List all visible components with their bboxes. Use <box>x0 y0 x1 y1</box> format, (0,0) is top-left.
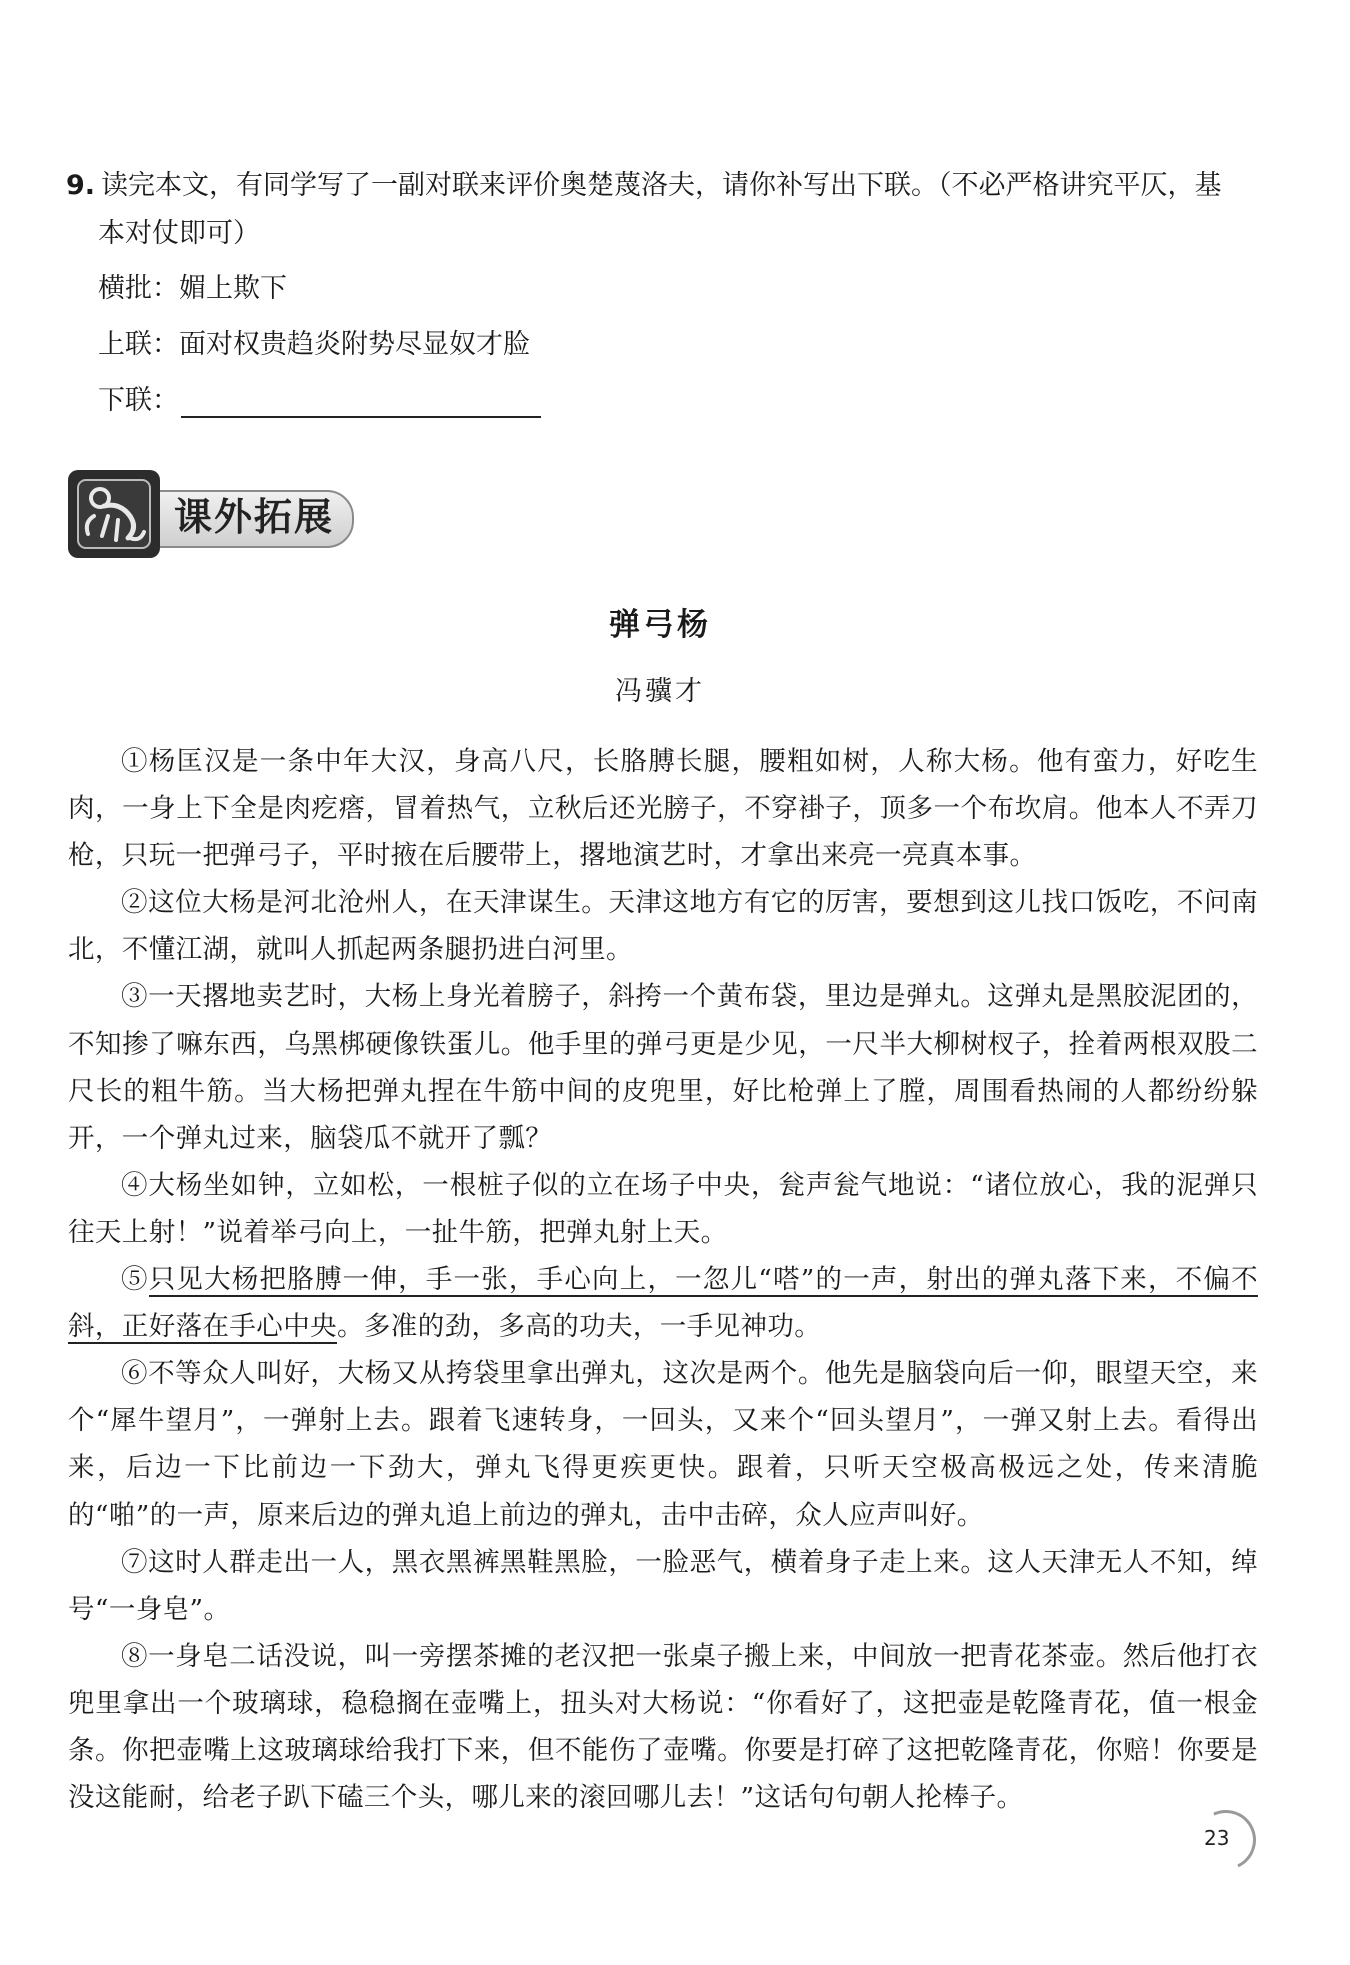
answer-blank[interactable] <box>181 386 541 418</box>
shanglian-line: 上联：面对权贵趋炎附势尽显奴才脸 <box>98 329 530 360</box>
article-body <box>68 738 1258 1821</box>
question-9 <box>66 162 1266 426</box>
paragraph-5 <box>68 1256 1258 1350</box>
paragraph-3: ③一天撂地卖艺时，大杨上身光着膀子，斜挎一个黄布袋，里边是弹丸。这弹丸是黑胶泥团的，不知掺了嘛东西，乌黑梆硬像铁蛋儿。他手里的弹弓更是少见，一尺半大柳树杈子，拴着两根双股二尺长的粗牛筋。当大杨把弹丸捏在牛筋中间的皮兜里，好比枪弹上了膛，周围看热闹的人都纷纷躲开，一个弹丸过来，脑袋瓜不就开了瓢？ <box>68 981 1258 1154</box>
page-number-badge <box>1196 1810 1256 1870</box>
article-author: 冯骥才 <box>615 676 705 707</box>
page-number: 23 <box>1204 1826 1230 1850</box>
underlined-sentence: 只见大杨把胳膊一伸，手一张，手心向上，一忽儿“嗒”的一声，射出的弹丸落下来，不偏不斜，正好落在手心中央 <box>68 1264 1258 1343</box>
paragraph-1: ①杨匡汉是一条中年大汉，身高八尺，长胳膊长腿，腰粗如树，人称大杨。他有蛮力，好吃生肉，一身上下全是肉疙瘩，冒着热气，立秋后还光膀子，不穿褂子，顶多一个布坎肩。他本人不弄刀枪，只玩一把弹弓子，平时掖在后腰带上，撂地演艺时，才拿出来亮一亮真本事。 <box>68 746 1258 872</box>
paragraph-4: ④大杨坐如钟，立如松，一根桩子似的立在场子中央，瓮声瓮气地说：“诸位放心，我的泥弹只往天上射！”说着举弓向上，一扯牛筋，把弹丸射上天。 <box>68 1169 1258 1248</box>
article-title: 弹弓杨 <box>609 607 711 643</box>
xialian-line <box>66 376 1266 426</box>
monkey-emblem-icon <box>68 470 160 558</box>
paragraph-6: ⑥不等众人叫好，大杨又从挎袋里拿出弹丸，这次是两个。他先是脑袋向后一仰，眼望天空，来个“犀牛望月”，一弹射上去。跟着飞速转身，一回头，又来个“回头望月”，一弹又射上去。看得出来，后边一下比前边一下劲大，弹丸飞得更疾更快。跟着，只听天空极高极远之处，传来清脆的“啪”的一声，原来后边的弹丸追上前边的弹丸，击中击碎，众人应声叫好。 <box>68 1358 1258 1531</box>
question-number: 9. <box>66 170 96 201</box>
paragraph-5-rest: 。多准的劲，多高的功夫，一手见神功。 <box>337 1311 822 1343</box>
paragraph-5-number: ⑤ <box>121 1264 149 1296</box>
paragraph-7: ⑦这时人群走出一人，黑衣黑裤黑鞋黑脸，一脸恶气，横着身子走上来。这人天津无人不知，绰号“一身皂”。 <box>68 1546 1258 1625</box>
paragraph-8: ⑧一身皂二话没说，叫一旁摆茶摊的老汉把一张桌子搬上来，中间放一把青花茶壶。然后他打衣兜里拿出一个玻璃球，稳稳搁在壶嘴上，扭头对大杨说：“你看好了，这把壶是乾隆青花，值一根金条。你把壶嘴上这玻璃球给我打下来，但不能伤了壶嘴。你要是打碎了这把乾隆青花，你赔！你要是没这能耐，给老子趴下磕三个头，哪儿来的滚回哪儿去！”这话句句朝人抡棒子。 <box>68 1640 1258 1814</box>
hengpi-line: 横批：媚上欺下 <box>98 273 287 304</box>
paragraph-2: ②这位大杨是河北沧州人，在天津谋生。天津这地方有它的厉害，要想到这儿找口饭吃，不问南北，不懂江湖，就叫人抓起两条腿扔进白河里。 <box>68 887 1258 966</box>
question-stem-line2: 本对仗即可） <box>98 218 260 249</box>
question-9-stem <box>66 162 1266 210</box>
xialian-label: 下联： <box>98 385 179 416</box>
section-label: 课外拓展 <box>174 495 335 539</box>
section-banner <box>68 470 354 558</box>
question-stem-line1: 读完本文，有同学写了一副对联来评价奥楚蔑洛夫，请你补写出下联。（不必严格讲究平仄，基 <box>101 170 1222 201</box>
